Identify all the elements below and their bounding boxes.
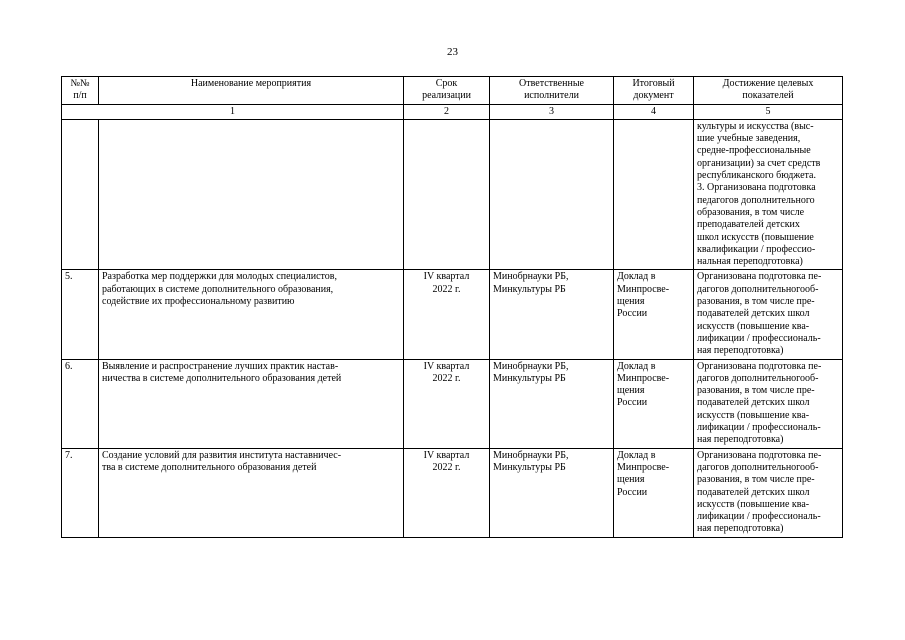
- header-goal: Достижение целевых показателей: [694, 77, 843, 105]
- col-number-4: 4: [614, 104, 694, 119]
- text-line: разования, в том числе пре-: [697, 474, 815, 486]
- text-line: Организована подготовка пе-: [697, 360, 822, 372]
- text-line: Минпросве-: [617, 461, 670, 473]
- text-line: 2022 г.: [432, 461, 461, 473]
- text-line: Доклад в: [617, 449, 656, 461]
- text-line: Минкультуры РБ: [493, 372, 566, 384]
- cell-goal: [694, 119, 843, 270]
- text-line: щения: [617, 385, 645, 397]
- header-num: №№ п/п: [62, 77, 99, 105]
- table-row: [62, 270, 843, 359]
- text-line: школ искусств (повышение: [697, 231, 814, 243]
- text-line: лификации / профессиональ-: [697, 511, 821, 523]
- page-number: 23: [447, 46, 458, 58]
- text-line: педагогов дополнительного: [697, 194, 815, 206]
- text-line: Организована подготовка пе-: [697, 271, 822, 283]
- text-line: искусств (повышение ква-: [697, 498, 810, 510]
- text-line: республиканского бюджета.: [697, 170, 816, 182]
- text-line: Создание условий для развития института наставничес-: [102, 449, 342, 461]
- header-document: Итоговый документ: [614, 77, 694, 105]
- cell-document: [614, 448, 694, 537]
- text-line: подавателей детских школ: [697, 308, 810, 320]
- cell-responsible: [490, 270, 614, 359]
- cell-name: [99, 448, 404, 537]
- text-line: лификации / профессиональ-: [697, 332, 821, 344]
- text-line: Минкультуры РБ: [493, 461, 566, 473]
- text-line: ничества в системе дополнительного образования детей: [102, 372, 342, 384]
- text-line: образования, в том числе: [697, 206, 805, 218]
- text-line: России: [617, 486, 648, 498]
- col-number-5: 5: [694, 104, 843, 119]
- cell-num: 5.: [62, 270, 99, 359]
- table-row-continuation: [62, 119, 843, 270]
- text-line: России: [617, 397, 648, 409]
- text-line: Доклад в: [617, 360, 656, 372]
- cell-goal: [694, 270, 843, 359]
- cell-name: [99, 270, 404, 359]
- cell-term: [404, 270, 490, 359]
- text-line: содействие их профессиональному развитию: [102, 296, 295, 308]
- table-row: [62, 359, 843, 448]
- text-line: тва в системе дополнительного образования детей: [102, 461, 317, 473]
- cell-document: [614, 359, 694, 448]
- cell-document: [614, 270, 694, 359]
- cell-term: [404, 359, 490, 448]
- col-number-3: 3: [490, 104, 614, 119]
- text-line: разования, в том числе пре-: [697, 385, 815, 397]
- header-responsible: Ответственные исполнители: [490, 77, 614, 105]
- text-line: дагогов дополнительногооб-: [697, 461, 819, 473]
- text-line: IV квартал: [423, 449, 470, 461]
- cell-name: [99, 119, 404, 270]
- text-line: преподавателей детских: [697, 219, 800, 231]
- text-line: Разработка мер поддержки для молодых специалистов,: [102, 271, 338, 283]
- text-line: культуры и искусства (выс-: [697, 120, 814, 132]
- table-header-row: [62, 77, 843, 105]
- text-line: ная переподготовка): [697, 345, 784, 357]
- text-line: Доклад в: [617, 271, 656, 283]
- text-line: Минобрнауки РБ,: [493, 449, 569, 461]
- text-line: средне-профессиональные: [697, 145, 811, 157]
- col-number-2: 2: [404, 104, 490, 119]
- text-line: Минпросве-: [617, 283, 670, 295]
- cell-responsible: [490, 119, 614, 270]
- text-line: подавателей детских школ: [697, 397, 810, 409]
- text-line: Минобрнауки РБ,: [493, 360, 569, 372]
- text-line: искусств (повышение ква-: [697, 320, 810, 332]
- cell-document: [614, 119, 694, 270]
- header-name: Наименование мероприятия: [99, 77, 404, 105]
- table-row: [62, 448, 843, 537]
- text-line: Минпросве-: [617, 372, 670, 384]
- text-line: Организована подготовка пе-: [697, 449, 822, 461]
- text-line: нальная переподготовка): [697, 256, 803, 268]
- text-line: 3. Организована подготовка: [697, 182, 816, 194]
- text-line: дагогов дополнительногооб-: [697, 372, 819, 384]
- text-line: Выявление и распространение лучших практик настав-: [102, 360, 339, 372]
- text-line: работающих в системе дополнительного образования,: [102, 283, 334, 295]
- text-line: 2022 г.: [432, 283, 461, 295]
- text-line: IV квартал: [423, 360, 470, 372]
- cell-term: [404, 119, 490, 270]
- text-line: дагогов дополнительногооб-: [697, 283, 819, 295]
- cell-term: [404, 448, 490, 537]
- text-line: щения: [617, 474, 645, 486]
- text-line: разования, в том числе пре-: [697, 296, 815, 308]
- text-line: России: [617, 308, 648, 320]
- col-number-1: 1: [62, 104, 404, 119]
- measures-table: [61, 76, 843, 538]
- text-line: IV квартал: [423, 271, 470, 283]
- cell-num: 7.: [62, 448, 99, 537]
- text-line: подавателей детских школ: [697, 486, 810, 498]
- text-line: ная переподготовка): [697, 523, 784, 535]
- text-line: Минкультуры РБ: [493, 283, 566, 295]
- cell-num: 6.: [62, 359, 99, 448]
- cell-name: [99, 359, 404, 448]
- header-term: Срок реализации: [404, 77, 490, 105]
- text-line: щения: [617, 296, 645, 308]
- cell-goal: [694, 448, 843, 537]
- column-number-row: [62, 104, 843, 119]
- cell-goal: [694, 359, 843, 448]
- text-line: организации) за счет средств: [697, 157, 821, 169]
- text-line: ная переподготовка): [697, 434, 784, 446]
- text-line: квалификации / профессио-: [697, 243, 816, 255]
- cell-num: [62, 119, 99, 270]
- cell-responsible: [490, 448, 614, 537]
- text-line: Минобрнауки РБ,: [493, 271, 569, 283]
- cell-responsible: [490, 359, 614, 448]
- text-line: лификации / профессиональ-: [697, 422, 821, 434]
- text-line: искусств (повышение ква-: [697, 409, 810, 421]
- text-line: 2022 г.: [432, 372, 461, 384]
- text-line: шие учебные заведения,: [697, 133, 801, 145]
